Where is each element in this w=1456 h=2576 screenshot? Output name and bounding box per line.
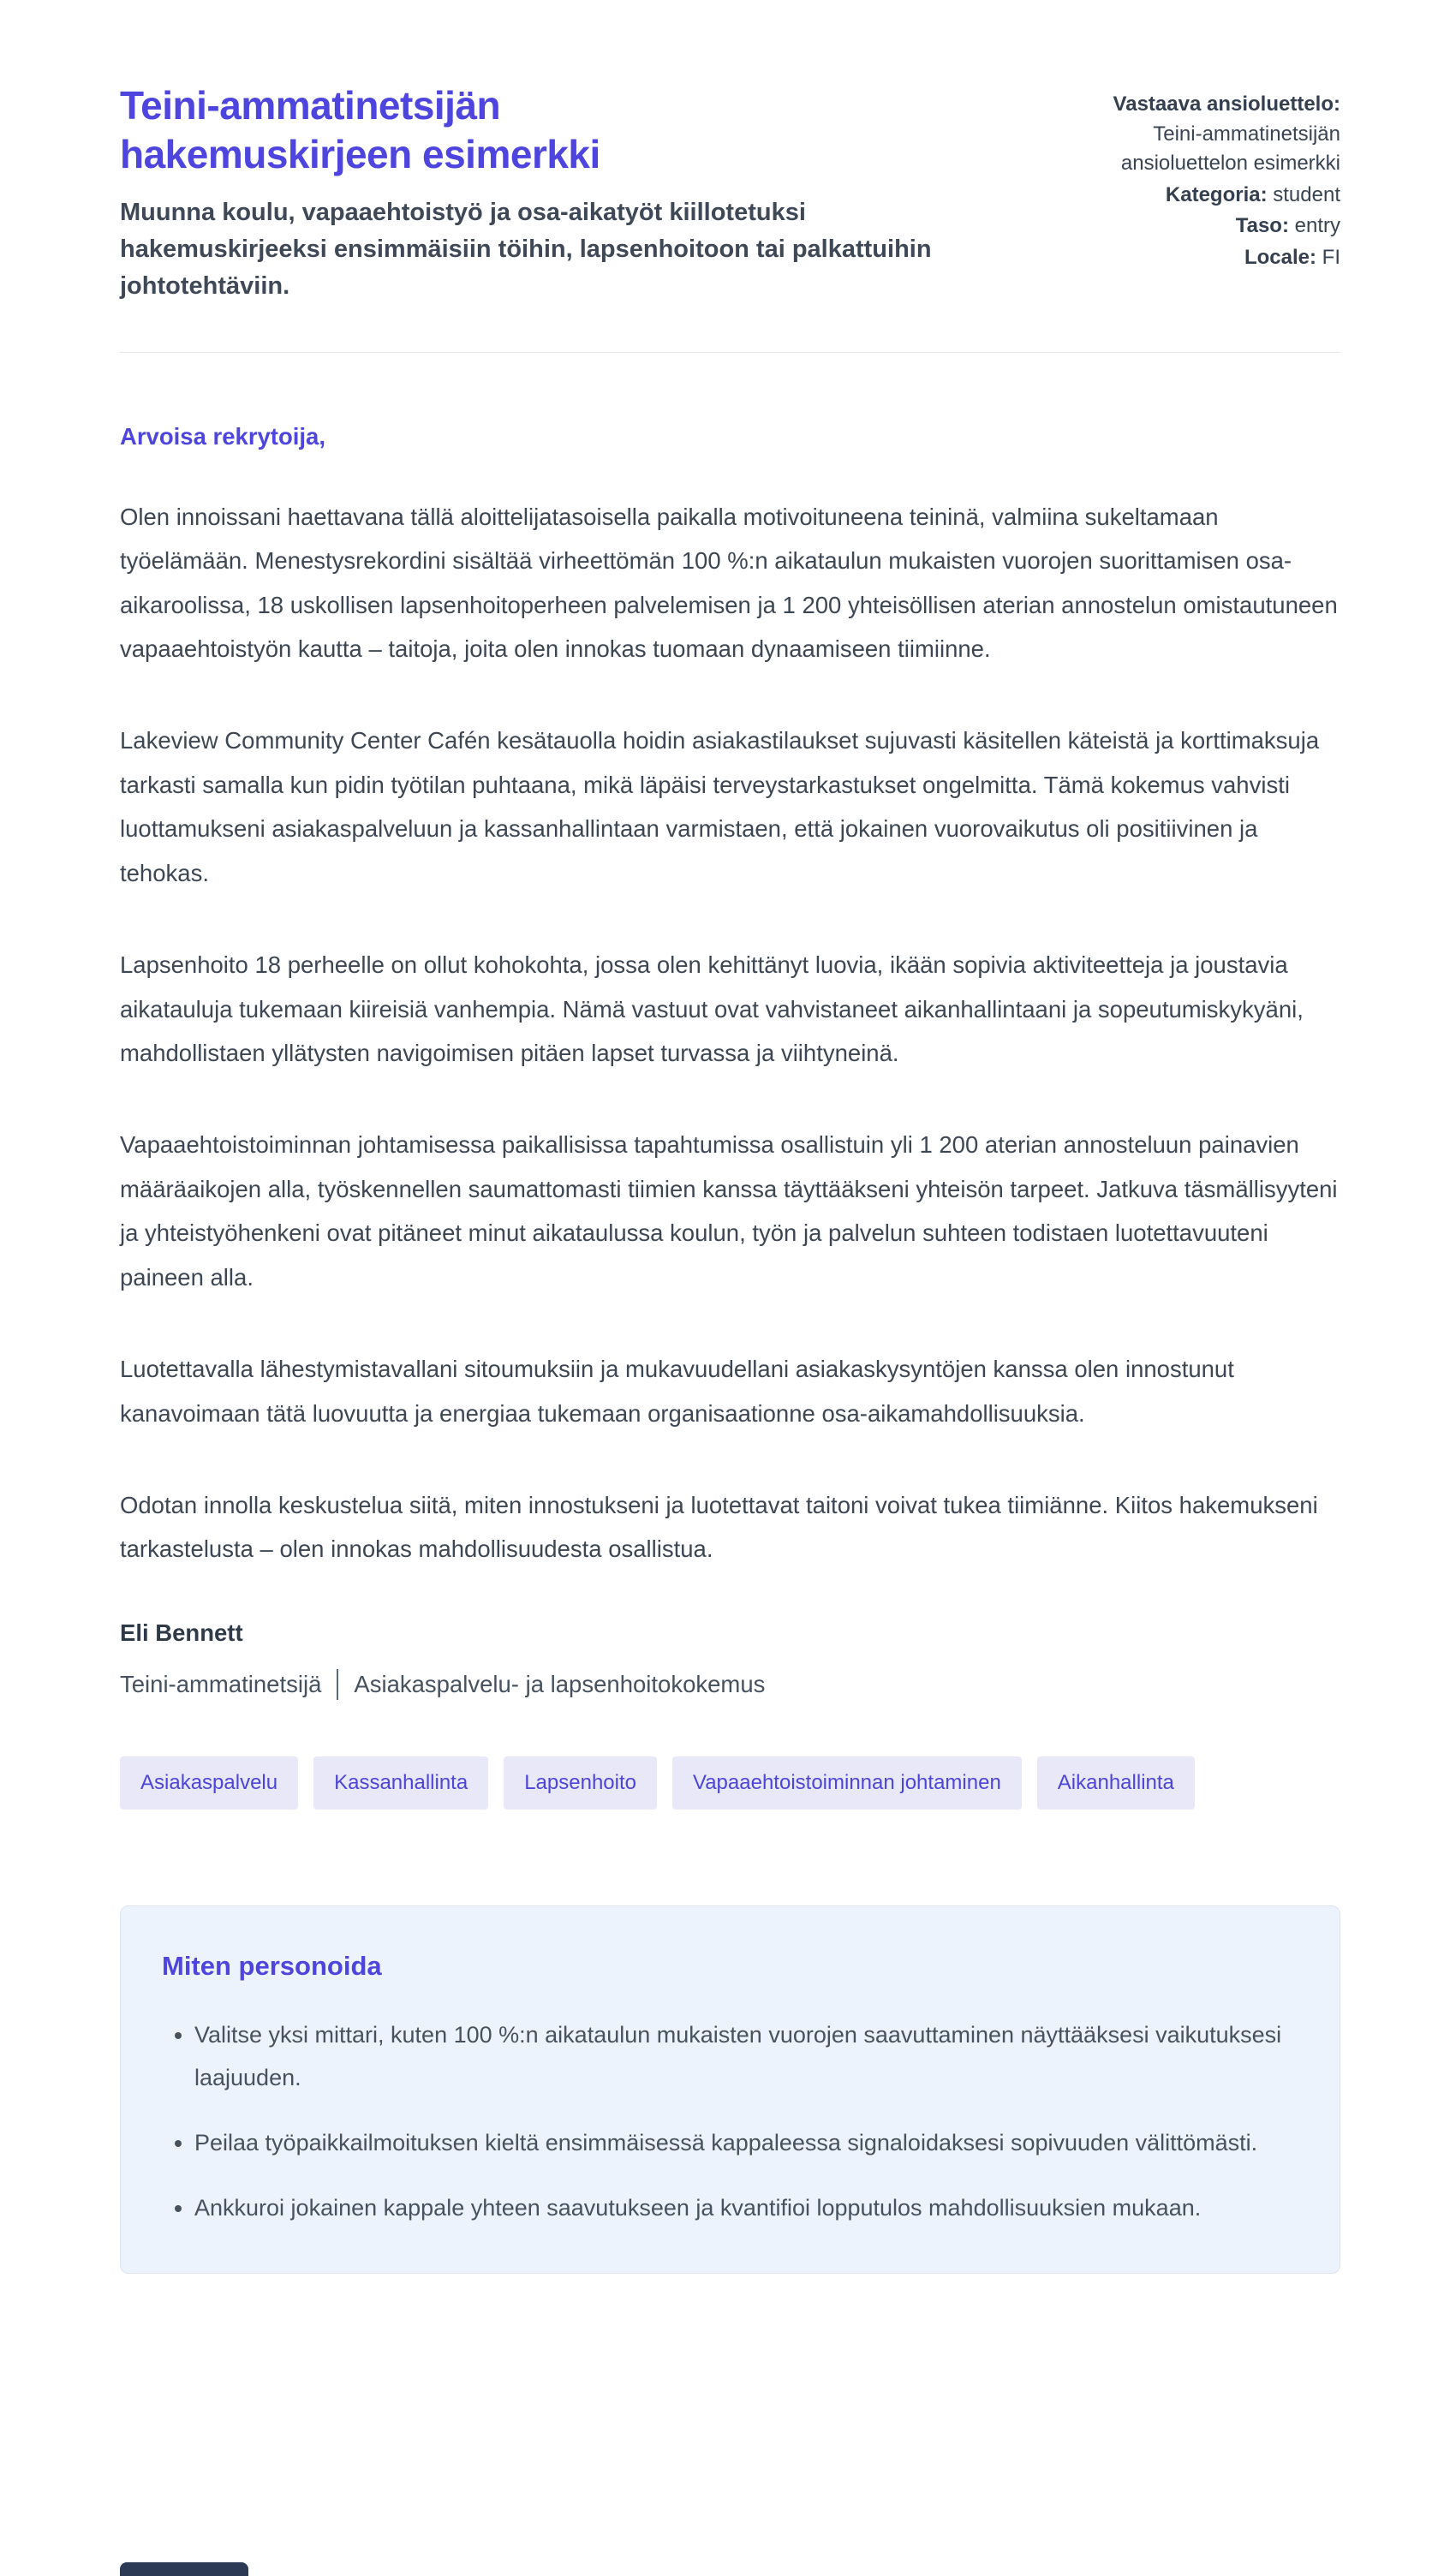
skill-tag: Kassanhallinta: [313, 1756, 488, 1810]
meta-level-value: entry: [1294, 214, 1340, 238]
page-header: [120, 81, 1340, 305]
footer-bar: [120, 2562, 248, 2576]
callout-bullet: • Ankkuroi jokainen kappale yhteen saavutukseen ja kvantifioi lopputulos mahdollisuuksien mukaan.: [194, 2187, 1298, 2230]
letter-paragraph: Luotettavalla lähestymistavallani sitoumuksiin ja mukavuudellani asiakaskysyntöjen kanssa olen innostunut kanavoimaan tätä luovuutta ja energiaa tukemaan organisaationne osa-aikamahdollisuuksia.: [120, 1356, 1234, 1427]
meta-resume: [998, 90, 1340, 179]
header-divider: [120, 352, 1340, 353]
skill-tag: Aikanhallinta: [1037, 1756, 1195, 1810]
meta-panel: [998, 81, 1340, 274]
letter-paragraph: Olen innoissani haettavana tällä aloittelijatasoisella paikalla motivoituneena teininä, valmiina sukeltamaan työelämään. Menestysrekordini sisältää virheettömän 100 %:n aikataulun mukaisten vuorojen suorittamisen osa-aikaroolissa, 18 uskollisen lapsenhoitoperheen palvelemisen ja 1 200 yhteisöllisen aterian annostelun omistautuneen vapaaehtoistyön kautta – taitoja, joita olen innokas tuomaan dynaamiseen tiimiinne.: [120, 503, 1338, 663]
callout-title: Miten personoida: [162, 1950, 382, 1981]
meta-resume-label: Vastaava ansioluettelo:: [1113, 92, 1340, 116]
letter-paragraph: Lapsenhoito 18 perheelle on ollut kohokohta, jossa olen kehittänyt luovia, ikään sopivia aktiviteetteja ja joustavia aikatauluja tukemaan kiireisiä vanhempia. Nämä vastuut ovat vahvistaneet aikanhallintaani ja sopeutumiskykyäni, mahdollistaen yllätysten navigoimisen pitäen lapset turvassa ja viihtyneinä.: [120, 951, 1304, 1066]
meta-locale-value: FI: [1322, 245, 1340, 269]
meta-locale: [998, 243, 1340, 273]
letter-body: [120, 423, 1340, 1700]
meta-category: [998, 181, 1340, 211]
page-subtitle: Muunna koulu, vapaaehtoistyö ja osa-aikatyöt kiillotetuksi hakemuskirjeeksi ensimmäisiin töihin, lapsenhoitoon tai palkattuihin johtotehtäviin.: [120, 199, 932, 300]
signature-name: Eli Bennett: [120, 1619, 243, 1646]
skill-tag: Lapsenhoito: [504, 1756, 657, 1810]
meta-category-label: Kategoria:: [1165, 182, 1268, 206]
divider: [337, 1669, 338, 1700]
salutation: Arvoisa rekrytoija,: [120, 422, 325, 450]
header-left: [120, 81, 964, 305]
meta-resume-value: Teini-ammatinetsijän ansioluettelon esimerkki: [1120, 122, 1340, 176]
personalization-callout: [120, 1905, 1340, 2274]
skill-tags: [120, 1756, 1340, 1810]
letter-paragraph: Odotan innolla keskustelua siitä, miten innostukseni ja luotettavat taitoni voivat tukea tiimiänne. Kiitos hakemukseni tarkastelusta – olen innokas mahdollisuudesta osallistua.: [120, 1491, 1318, 1563]
meta-level: [998, 212, 1340, 242]
skill-tag: Asiakaspalvelu: [120, 1756, 298, 1810]
letter-paragraph: Vapaaehtoistoiminnan johtamisessa paikallisissa tapahtumissa osallistuin yli 1 200 aterian annosteluun painavien määräaikojen alla, työskennellen saumattomasti tiimien kanssa täyttääkseni yhteisön tarpeet. Jatkuva täsmällisyyteni ja yhteistyöhenkeni ovat pitäneet minut aikataulussa koulun, työn ja palvelun suhteen todistaen luotettavuuteni paineen alla.: [120, 1131, 1338, 1291]
page-title: Teini-ammatinetsijän hakemuskirjeen esimerkki: [120, 83, 600, 177]
meta-category-value: student: [1273, 182, 1340, 206]
callout-list: [162, 2014, 1298, 2230]
callout-bullet: • Peilaa työpaikkailmoituksen kieltä ensimmäisessä kappaleessa signaloidaksesi sopivuuden välittömästi.: [194, 2122, 1298, 2165]
signature-title: Teini-ammatinetsijä: [120, 1670, 322, 1697]
callout-bullet: • Valitse yksi mittari, kuten 100 %:n aikataulun mukaisten vuorojen saavuttaminen näyttääksesi vaikutuksesi laajuuden.: [194, 2014, 1298, 2100]
letter-paragraph: Lakeview Community Center Cafén kesätauolla hoidin asiakastilaukset sujuvasti käsitellen käteistä ja korttimaksuja tarkasti samalla kun pidin työtilan puhtaana, mikä läpäisi terveystarkastukset ongelmitta. Tämä kokemus vahvisti luottamukseni asiakaspalveluun ja kassanhallintaan varmistaen, että jokainen vuorovaikutus oli positiivinen ja tehokas.: [120, 727, 1320, 886]
signature-block: [120, 1619, 1340, 1700]
signature-role: [120, 1669, 1340, 1700]
meta-locale-label: Locale:: [1244, 245, 1316, 269]
signature-subtitle: Asiakaspalvelu- ja lapsenhoitokokemus: [354, 1670, 766, 1697]
skill-tag: Vapaaehtoistoiminnan johtaminen: [672, 1756, 1022, 1810]
meta-level-label: Taso:: [1235, 214, 1289, 238]
